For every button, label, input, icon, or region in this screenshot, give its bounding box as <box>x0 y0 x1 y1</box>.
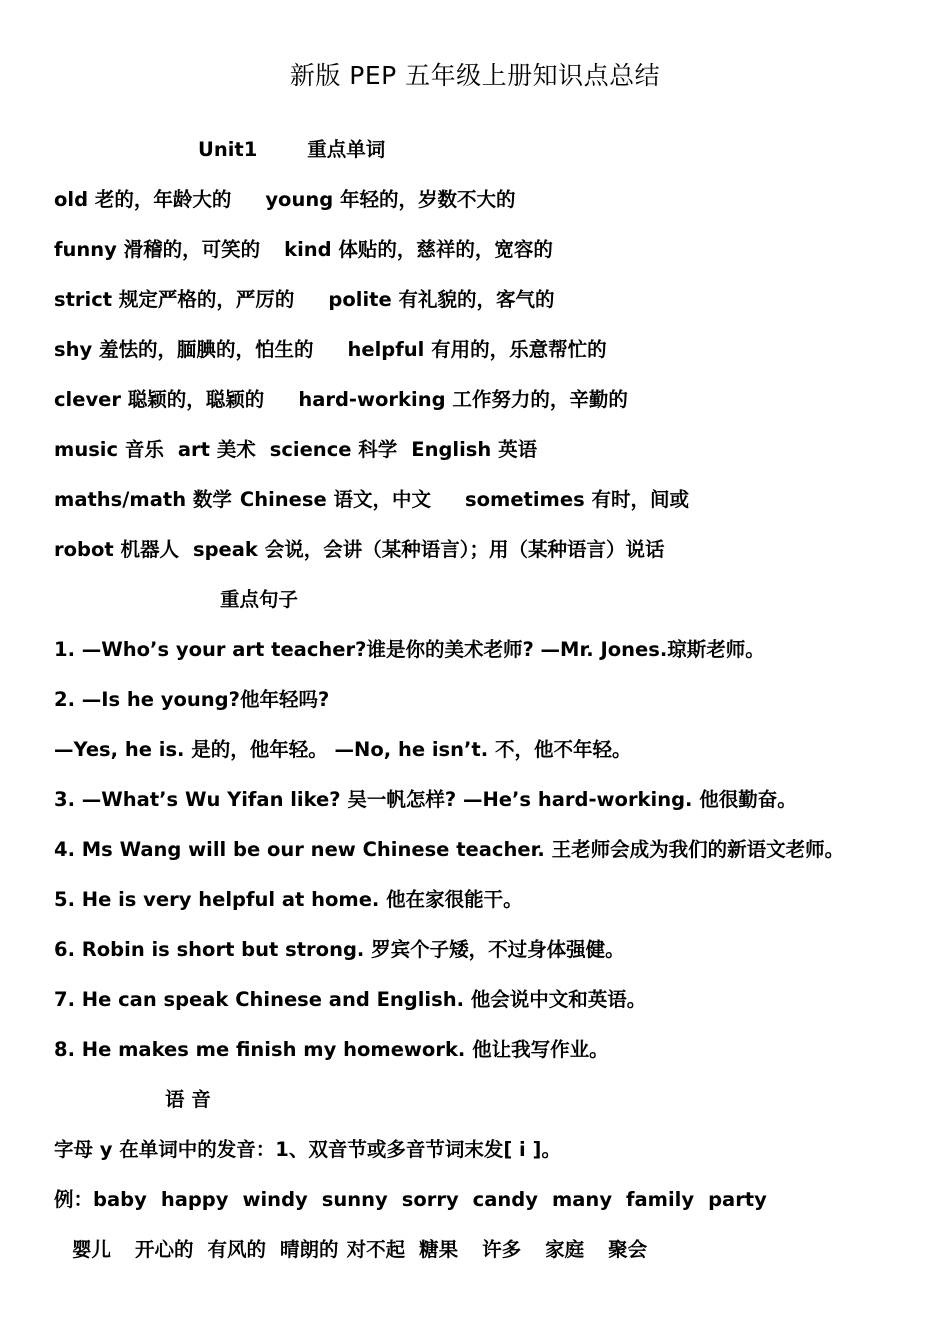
vocab-line <box>54 286 554 314</box>
vocab-entry: art 美术 <box>177 438 256 461</box>
sentence-line: 1. —Who’s your art teacher?谁是你的美术老师? —Mr. Jones.琼斯老师。 <box>54 638 765 661</box>
example-translation: 开心的 <box>135 1238 194 1261</box>
examples-chinese-line <box>72 1236 647 1264</box>
vocab-line <box>54 386 628 414</box>
vocab-entry: sometimes 有时，间或 <box>465 488 689 511</box>
vocab-entry: English 英语 <box>411 438 538 461</box>
example-word: candy <box>472 1188 538 1211</box>
example-translation: 聚会 <box>608 1238 648 1261</box>
vocab-line <box>54 436 537 464</box>
vocab-entry: maths/math 数学 <box>54 488 232 511</box>
unit-heading <box>198 136 385 164</box>
example-word: happy <box>160 1188 229 1211</box>
vocab-line <box>54 186 515 214</box>
example-word: sunny <box>321 1188 388 1211</box>
example-word: baby <box>93 1188 147 1211</box>
vocab-entry: hard-working 工作努力的，辛勤的 <box>298 388 628 411</box>
sentence-line: 3. —What’s Wu Yifan like? 吴一帆怎样? —He’s hard-working. 他很勤奋。 <box>54 788 797 811</box>
sentence-line: 8. He makes me finish my homework. 他让我写作业。 <box>54 1038 609 1061</box>
vocab-line <box>54 236 553 264</box>
example-word: sorry <box>401 1188 459 1211</box>
example-translation: 对不起 <box>346 1238 406 1261</box>
example-word: windy <box>242 1188 308 1211</box>
unit-label: Unit1 <box>198 138 258 161</box>
sentence-line: 2. —Is he young?他年轻吗? <box>54 688 330 711</box>
vocab-entry: science 科学 <box>269 438 398 461</box>
vocab-line <box>54 536 664 564</box>
example-translation: 许多 <box>482 1238 522 1261</box>
example-word: many <box>551 1188 613 1211</box>
vocab-line <box>54 336 607 364</box>
examples-prefix: 例： <box>54 1188 94 1211</box>
vocab-entry: clever 聪颖的，聪颖的 <box>54 388 265 411</box>
example-translation: 晴朗的 <box>280 1238 339 1261</box>
vocab-entry: kind 体贴的，慈祥的，宽容的 <box>284 238 553 261</box>
phonics-rule: 字母 y 在单词中的发音：1、双音节或多音节词末发[ i ]。 <box>54 1138 561 1161</box>
example-word: family <box>626 1188 695 1211</box>
sentence-line: —Yes, he is. 是的，他年轻。 —No, he isn’t. 不，他不年轻。 <box>54 738 632 761</box>
vocab-entry: shy 羞怯的，腼腆的，怕生的 <box>54 338 314 361</box>
vocab-entry: polite 有礼貌的，客气的 <box>328 288 555 311</box>
vocab-entry: Chinese 语文，中文 <box>239 488 431 511</box>
vocab-entry: speak 会说，会讲（某种语言）；用（某种语言）说话 <box>192 538 665 561</box>
example-translation: 糖果 <box>419 1238 459 1261</box>
sentence-line: 6. Robin is short but strong. 罗宾个子矮，不过身体强健。 <box>54 938 625 961</box>
example-translation: 有风的 <box>207 1238 267 1261</box>
sentence-line: 7. He can speak Chinese and English. 他会说中文和英语。 <box>54 988 647 1011</box>
example-translation: 婴儿 <box>72 1238 112 1261</box>
example-translation: 家庭 <box>545 1238 585 1261</box>
sentence-line: 4. Ms Wang will be our new Chinese teacher. 王老师会成为我们的新语文老师。 <box>54 838 845 861</box>
vocab-entry: young 年轻的，岁数不大的 <box>265 188 516 211</box>
sentence-line: 5. He is very helpful at home. 他在家很能干。 <box>54 888 523 911</box>
vocab-line <box>54 486 689 514</box>
phonics-heading: 语 音 <box>165 1088 211 1111</box>
page-title: 新版 PEP 五年级上册知识点总结 <box>289 61 661 90</box>
vocab-entry: robot 机器人 <box>54 538 179 561</box>
vocab-entry: music 音乐 <box>54 438 164 461</box>
examples-english-line <box>54 1186 767 1214</box>
vocab-section-heading: 重点单词 <box>307 138 386 161</box>
vocab-entry: helpful 有用的，乐意帮忙的 <box>347 338 607 361</box>
sentences-heading: 重点句子 <box>220 588 299 611</box>
vocab-entry: old 老的，年龄大的 <box>54 188 232 211</box>
vocab-entry: funny 滑稽的，可笑的 <box>54 238 261 261</box>
example-word: party <box>708 1188 767 1211</box>
vocab-entry: strict 规定严格的，严厉的 <box>54 288 295 311</box>
